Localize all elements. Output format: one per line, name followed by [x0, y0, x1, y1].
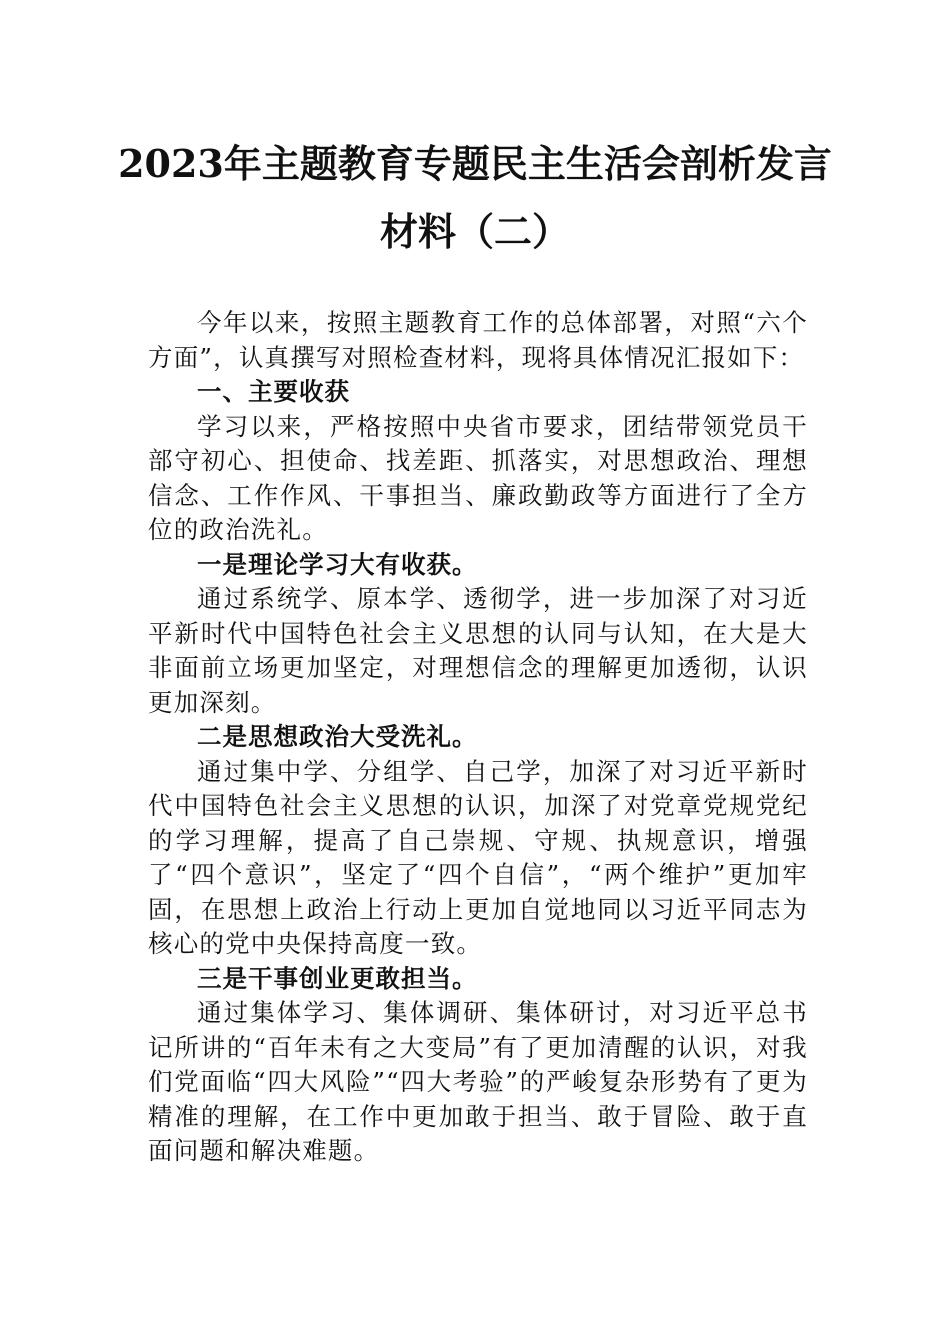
- intro-paragraph: 今年以来，按照主题教育工作的总体部署，对照“六个方面”，认真撰写对照检查材料，现将具体情况汇报如下：: [148, 308, 808, 372]
- document-body: [148, 306, 808, 1169]
- point-heading-theory-study: 一是理论学习大有收获。: [197, 549, 478, 579]
- document-title-line-1: 2023年主题教育专题民主生活会剖析发言: [118, 141, 832, 186]
- point-paragraph-theory-study: 通过系统学、原本学、透彻学，进一步加深了对习近平新时代中国特色社会主义思想的认同与认知，在大是大非面前立场更加坚定，对理想信念的理解更加透彻，认识更加深刻。: [148, 584, 808, 717]
- section-heading-main-gains: 一、主要收获: [197, 377, 350, 406]
- point-paragraph-responsibility: 通过集体学习、集体调研、集体研讨，对习近平总书记所讲的“百年未有之大变局”有了更加清醒的认识，对我们党面临“四大风险”“四大考验”的严峻复杂形势有了更为精准的理解，在工作中更加敢于担当、敢于冒险、敢于直面问题和解决难题。: [148, 998, 808, 1165]
- point-paragraph-political-thought: 通过集中学、分组学、自己学，加深了对习近平新时代中国特色社会主义思想的认识，加深了对党章党规党纪的学习理解，提高了自己崇规、守规、执规意识，增强了“四个意识”，坚定了“四个自信”，“两个维护”更加牢固，在思想上政治上行动上更加自觉地同以习近平同志为核心的党中央保持高度一致。: [148, 756, 808, 958]
- section-paragraph-main-gains: 学习以来，严格按照中央省市要求，团结带领党员干部守初心、担使命、找差距、抓落实，对思想政治、理想信念、工作作风、干事担当、廉政勤政等方面进行了全方位的政治洗礼。: [148, 411, 808, 544]
- document-title-line-2: 材料（二）: [379, 209, 570, 254]
- point-heading-political-thought: 二是思想政治大受洗礼。: [197, 722, 478, 751]
- point-heading-responsibility: 三是干事创业更敢担当。: [197, 963, 478, 993]
